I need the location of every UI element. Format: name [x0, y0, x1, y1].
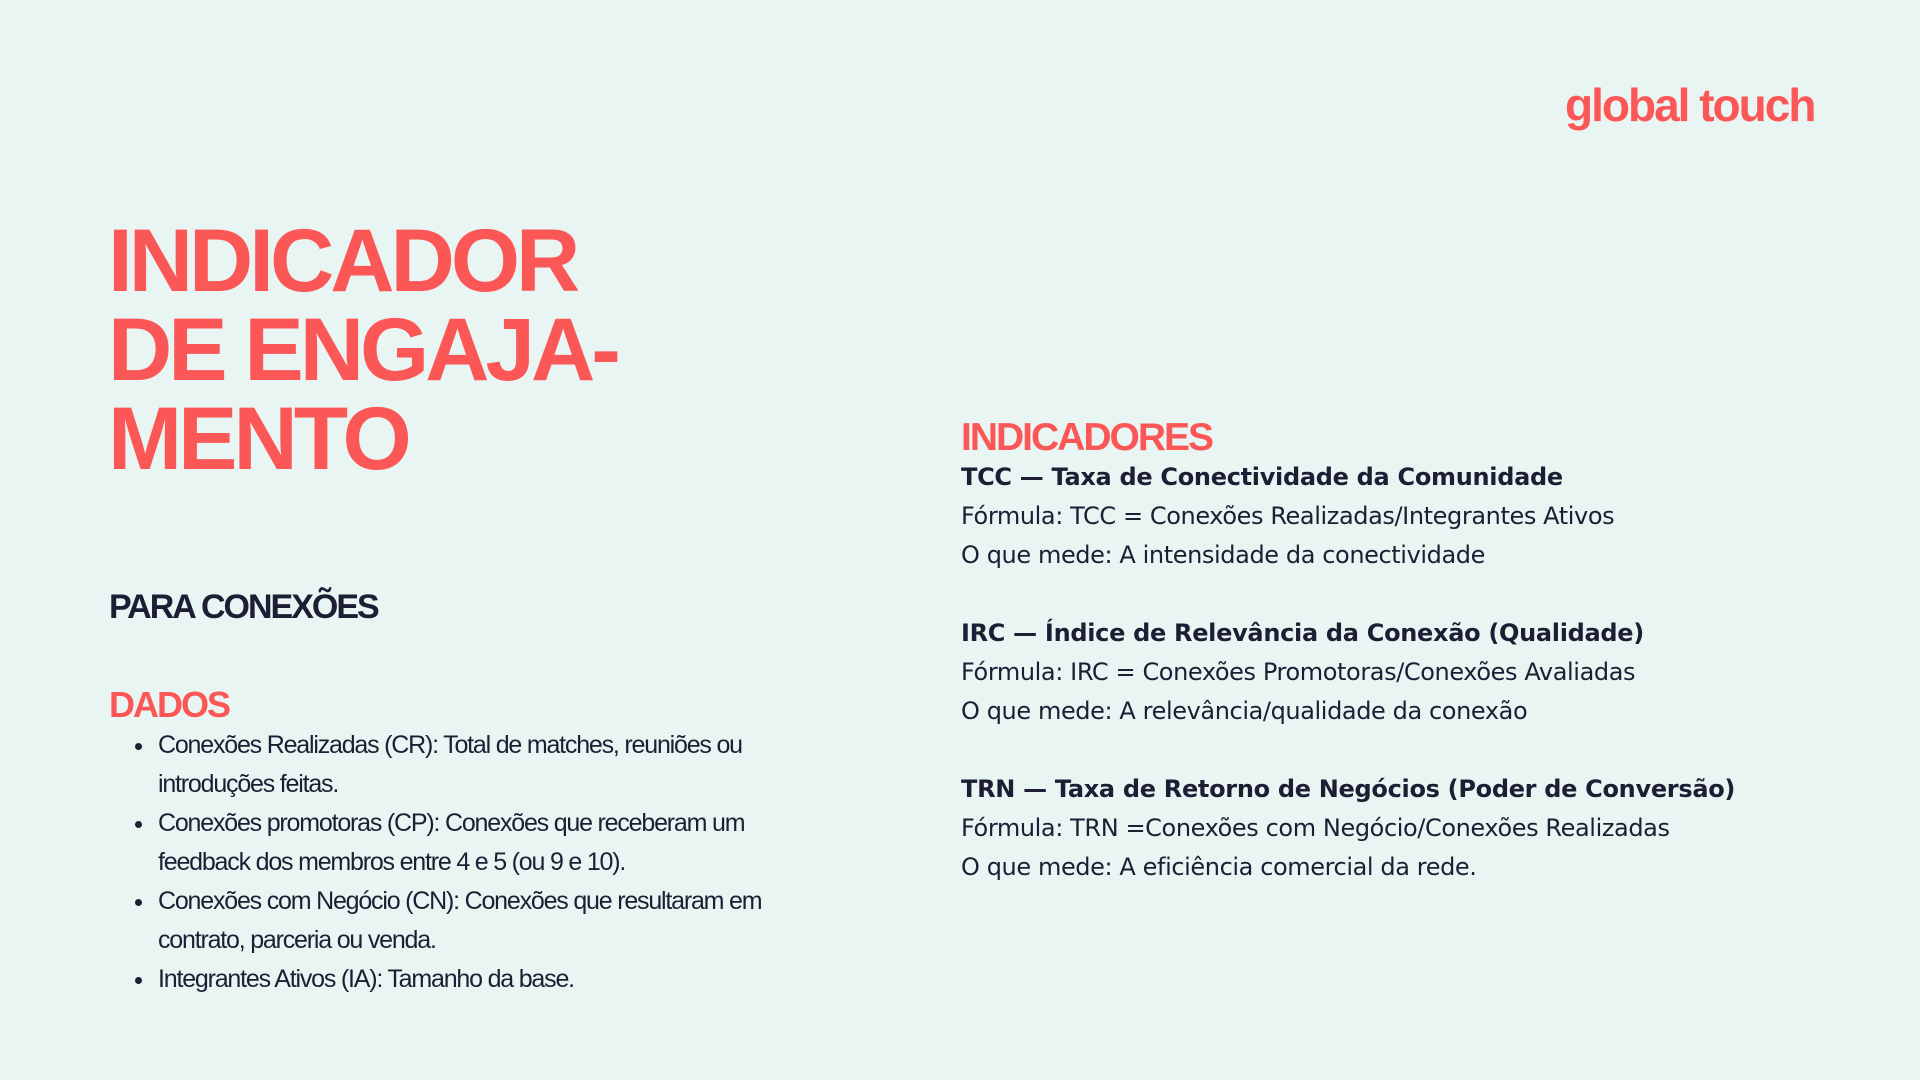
page-title — [108, 210, 617, 488]
list-item: • Conexões promotoras (CP): Conexões que receberam um feedback dos membros entre 4 e 5 (ou 9 e 10). — [156, 804, 776, 882]
list-item: • Conexões com Negócio (CN): Conexões que resultaram em contrato, parceria ou venda. — [156, 882, 776, 960]
title-line: INDICADOR — [108, 210, 577, 310]
title-line: DE ENGAJA- — [108, 299, 617, 399]
indicators-section — [961, 458, 1861, 926]
indicator-name: TRN — Taxa de Retorno de Negócios (Poder de Conversão) — [961, 775, 1736, 803]
indicator-name: TCC — Taxa de Conectividade da Comunidade — [961, 463, 1563, 491]
dados-heading: DADOS — [109, 684, 230, 725]
indicator-tcc — [961, 458, 1861, 575]
indicator-name: IRC — Índice de Relevância da Conexão (Qualidade) — [961, 619, 1644, 647]
indicator-formula: Fórmula: IRC = Conexões Promotoras/Conexões Avaliadas — [961, 658, 1636, 686]
dados-list — [109, 726, 776, 999]
indicator-measures: O que mede: A intensidade da conectividade — [961, 541, 1485, 569]
indicator-formula: Fórmula: TCC = Conexões Realizadas/Integrantes Ativos — [961, 502, 1615, 530]
page-subtitle: PARA CONEXÕES — [109, 588, 378, 626]
title-line: MENTO — [108, 388, 408, 488]
indicator-formula: Fórmula: TRN =Conexões com Negócio/Conexões Realizadas — [961, 814, 1670, 842]
indicator-measures: O que mede: A relevância/qualidade da conexão — [961, 697, 1528, 725]
indicator-measures: O que mede: A eficiência comercial da rede. — [961, 853, 1477, 881]
indicadores-heading: INDICADORES — [961, 416, 1213, 459]
list-item: • Integrantes Ativos (IA): Tamanho da base. — [156, 960, 776, 999]
indicator-trn — [961, 770, 1861, 887]
list-item: • Conexões Realizadas (CR): Total de matches, reuniões ou introduções feitas. — [156, 726, 776, 804]
indicator-irc — [961, 614, 1861, 731]
brand-logo: global touch — [1565, 79, 1815, 131]
